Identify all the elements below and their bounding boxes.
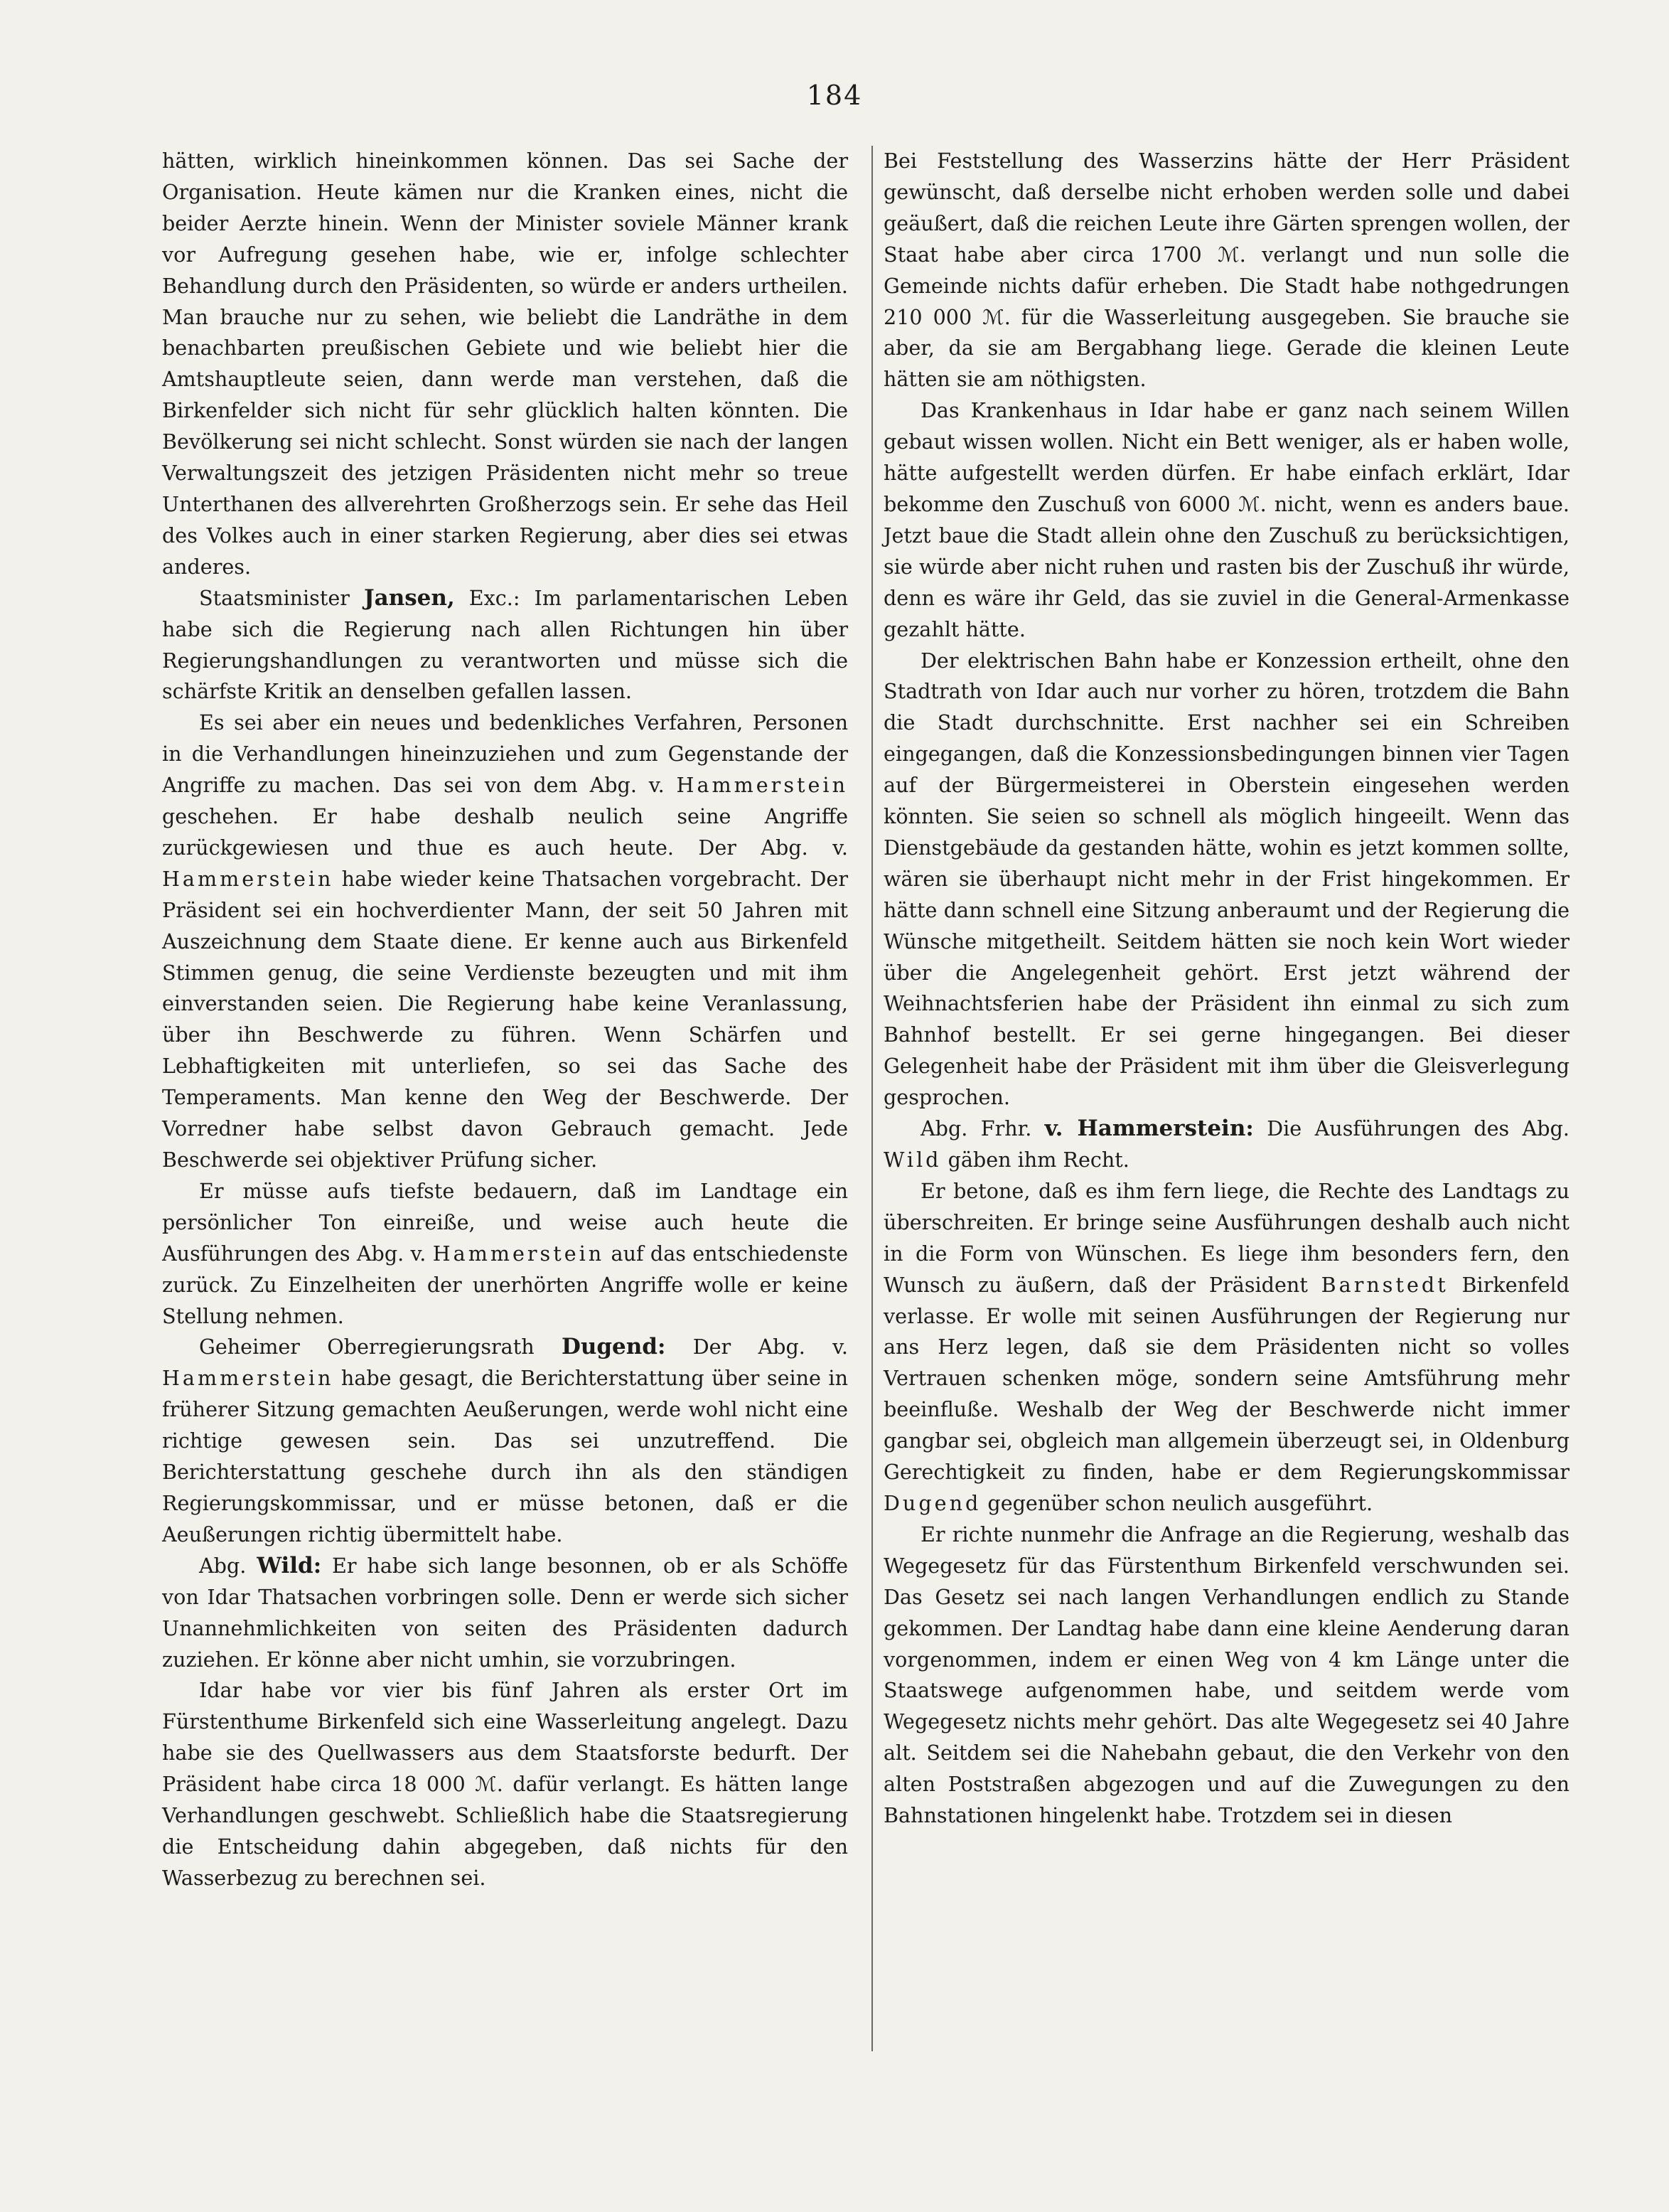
paragraph: [884, 395, 1569, 645]
paragraph-text: Er betone, daß es ihm fern liege, die Rechte des Landtags zu überschreiten. Er bringe seine Ausführungen deshalb auch nicht in die Form von Wünschen. Es liege ihm besonders fern, den Wunsch zu äußern, daß der Präsident: [884, 1178, 1569, 1297]
paragraph: [884, 1113, 1569, 1176]
paragraph-text: Birkenfeld verlasse. Er wolle mit seinen Ausführungen der Regierung nur ans Herz legen, daß sie dem Präsidenten nicht so volles Vertrauen schenken möge, sondern seine Amtsführung mehr beeinfluße. Weshalb der Weg der Beschwerde nicht immer gangbar sei, obgleich man allgemein überzeugt sei, in Oldenburg Gerechtigkeit zu finden, habe er dem Regierungskommissar: [884, 1272, 1569, 1485]
paragraph: [162, 707, 848, 1176]
paragraph-text: Idar habe vor vier bis fünf Jahren als erster Ort im Fürstenthume Birkenfeld sich eine Wasserleitung angelegt. Dazu habe sie des Quellwassers aus dem Staatsforste bedurft. Der Präsident habe circa 18 000 ℳ. dafür verlangt. Es hätten lange Verhandlungen geschwebt. Schließlich habe die Staatsregierung die Entscheidung dahin abgegeben, daß nichts für den Wasserbezug zu berechnen sei.: [162, 1678, 848, 1890]
paragraph-text: habe gesagt, die Berichterstattung über seine in früherer Sitzung gemachten Aeußerungen, werde wohl nicht eine richtige gewesen sein. Das sei unzutreffend. Die Berichterstattung geschehe durch ihn als den ständigen Regierungskommissar, und er müsse betonen, daß er die Aeußerungen richtig übermittelt habe.: [162, 1366, 848, 1546]
paragraph: [162, 1176, 848, 1332]
person-name: Barnstedt: [1321, 1272, 1449, 1297]
right-column: [884, 146, 1569, 1832]
paragraph: [162, 146, 848, 583]
paragraph: [884, 1519, 1569, 1832]
paragraph: [884, 1176, 1569, 1519]
person-name: Wild: [884, 1148, 942, 1172]
person-name: Hammerstein: [162, 1366, 334, 1391]
paragraph-text: hätten, wirklich hineinkommen können. Das sei Sache der Organisation. Heute kämen nur die Kranken eines, nicht die beider Aerzte hinein. Wenn der Minister soviele Männer krank vor Aufregung gesehen habe, wie er, infolge schlechter Behandlung durch den Präsidenten, so würde er anders urtheilen. Man brauche nur zu sehen, wie beliebt die Landräthe in dem benachbarten preußischen Gebiete und wie beliebt hier die Amtshauptleute seien, dann werde man verstehen, daß die Birkenfelder sich nicht für sehr glücklich halten könnten. Die Bevölkerung sei nicht schlecht. Sonst würden sie nach der langen Verwaltungszeit des jetzigen Präsidenten nicht mehr so treue Unterthanen des allverehrten Großherzogs sein. Er sehe das Heil des Volkes auch in einer starken Regierung, aber dies sei etwas anderes.: [162, 149, 848, 579]
person-name: Dugend: [884, 1490, 982, 1515]
paragraph-text: gegenüber schon neulich ausgeführt.: [981, 1490, 1373, 1515]
paragraph-text: Bei Feststellung des Wasserzins hätte der Herr Präsident gewünscht, daß derselbe nicht erhoben werden solle und dabei geäußert, daß die reichen Leute ihre Gärten sprengen wollen, der Staat habe aber circa 1700 ℳ. verlangt und nun solle die Gemeinde nichts dafür erheben. Die Stadt habe nothgedrungen 210 000 ℳ. für die Wasserleitung ausgegeben. Sie brauche sie aber, da sie am Bergabhang liege. Gerade die kleinen Leute hätten sie am nöthigsten.: [884, 149, 1569, 392]
column-divider: [871, 146, 873, 2051]
person-name: Hammerstein: [162, 866, 334, 891]
paragraph-text: Er richte nunmehr die Anfrage an die Regierung, weshalb das Wegegesetz für das Fürstenthum Birkenfeld verschwunden sei. Das Gesetz sei nach langen Verhandlungen endlich zu Stande gekommen. Der Landtag habe dann eine kleine Aenderung daran vorgenommen, indem er einen Weg von 4 km Länge unter die Staatswege aufgenommen habe, und seitdem werde vom Wegegesetz nichts mehr gehört. Das alte Wegegesetz sei 40 Jahre alt. Seitdem sei die Nahebahn gebaut, die den Verkehr von den alten Poststraßen abgezogen und auf die Zuwegungen zu den Bahnstationen hingelenkt habe. Trotzdem sei in diesen: [884, 1522, 1569, 1828]
paragraph: [162, 1551, 848, 1676]
paragraph-text: Der elektrischen Bahn habe er Konzession ertheilt, ohne den Stadtrath von Idar auch nur vorher zu hören, trotzdem die Bahn die Stadt durchschnitte. Erst nachher sei ein Schreiben eingegangen, daß die Konzessionsbedingungen binnen vier Tagen auf der Bürgermeisterei in Oberstein eingesehen werden könnten. Sie seien so schnell als möglich hingeeilt. Wenn das Dienstgebäude da gestanden hätte, wohin es jetzt kommen sollte, wären sie überhaupt nicht mehr in der Frist hingekommen. Er hätte dann schnell eine Sitzung anberaumt und der Regierung die Wünsche mitgetheilt. Seitdem hätten sie noch kein Wort wieder über die Angelegenheit gehört. Erst jetzt während der Weihnachtsferien habe der Präsident ihn einmal zu sich zum Bahnhof bestellt. Er sei gerne hingegangen. Bei dieser Gelegenheit habe der Präsident mit ihm über die Gleisverlegung gesprochen.: [884, 648, 1569, 1110]
paragraph-text: geschehen. Er habe deshalb neulich seine Angriffe zurückgewiesen und thue es auch heute. Der Abg. v.: [162, 804, 848, 860]
speaker-title: Abg.: [199, 1553, 257, 1578]
speaker-title: Abg. Frhr.: [921, 1116, 1045, 1141]
paragraph-text: gäben ihm Recht.: [941, 1148, 1129, 1172]
paragraph-text: Exc.: Im parlamentarischen Leben habe sich die Regierung nach allen Richtungen hin über Regierungshandlungen zu verantworten und müsse sich die schärfste Kritik an denselben gefallen lassen.: [162, 585, 848, 704]
paragraph-text: Der Abg. v.: [665, 1335, 849, 1359]
left-column: [162, 146, 848, 1894]
paragraph: [884, 646, 1569, 1114]
paragraph-text: Er habe sich lange besonnen, ob er als Schöffe von Idar Thatsachen vorbringen solle. Denn er werde sich sicher Unannehmlichkeiten von seiten des Präsidenten dadurch zuziehen. Er könne aber nicht umhin, sie vorzubringen.: [162, 1553, 848, 1672]
speaker-name: Wild:: [257, 1552, 322, 1578]
person-name: Hammerstein: [432, 1241, 605, 1266]
paragraph-text: Die Ausführungen des Abg.: [1253, 1116, 1569, 1141]
paragraph: [162, 1332, 848, 1550]
speaker-title: Staatsminister: [199, 585, 364, 610]
speaker-name: v. Hammerstein:: [1044, 1116, 1254, 1142]
speaker-name: Jansen,: [363, 584, 455, 611]
page-number: 184: [806, 80, 863, 111]
paragraph-text: habe wieder keine Thatsachen vorgebracht. Der Präsident sei ein hochverdienter Mann, der seit 50 Jahren mit Auszeichnung dem Staate diene. Er kenne auch aus Birkenfeld Stimmen genug, die seine Verdienste bezeugten und mit ihm einverstanden seien. Die Regierung habe keine Veranlassung, über ihn Beschwerde zu führen. Wenn Schärfen und Lebhaftigkeiten mit unterliefen, so sei das Sache des Temperaments. Man kenne den Weg der Beschwerde. Der Vorredner habe selbst davon Gebrauch gemacht. Jede Beschwerde sei objektiver Prüfung sicher.: [162, 866, 848, 1172]
paragraph-text: Er müsse aufs tiefste bedauern, daß im Landtage ein persönlicher Ton einreiße, und weise auch heute die Ausführungen des Abg. v.: [162, 1178, 848, 1266]
paragraph: [162, 1675, 848, 1893]
paragraph-text: auf das entschiedenste zurück. Zu Einzelheiten der unerhörten Angriffe wolle er keine Stellung nehmen.: [162, 1241, 848, 1328]
speaker-title: Geheimer Oberregierungsrath: [199, 1335, 562, 1359]
person-name: Hammerstein: [676, 773, 848, 798]
paragraph: [162, 583, 848, 708]
paragraph-text: Es sei aber ein neues und bedenkliches Verfahren, Personen in die Verhandlungen hineinzuziehen und zum Gegenstande der Angriffe zu machen. Das sei von dem Abg. v.: [162, 710, 848, 798]
paragraph: [884, 146, 1569, 395]
paragraph-text: Das Krankenhaus in Idar habe er ganz nach seinem Willen gebaut wissen wollen. Nicht ein Bett weniger, als er haben wolle, hätte aufgestellt werden dürfen. Er habe einfach erklärt, Idar bekomme den Zuschuß von 6000 ℳ. nicht, wenn es anders baue. Jetzt baue die Stadt allein ohne den Zuschuß zu berücksichtigen, sie würde aber nicht ruhen und rasten bis der Zuschuß ihr würde, denn es wäre ihr Geld, das sie zuviel in die General-Armenkasse gezahlt hätte.: [884, 398, 1569, 641]
speaker-name: Dugend:: [561, 1334, 666, 1360]
